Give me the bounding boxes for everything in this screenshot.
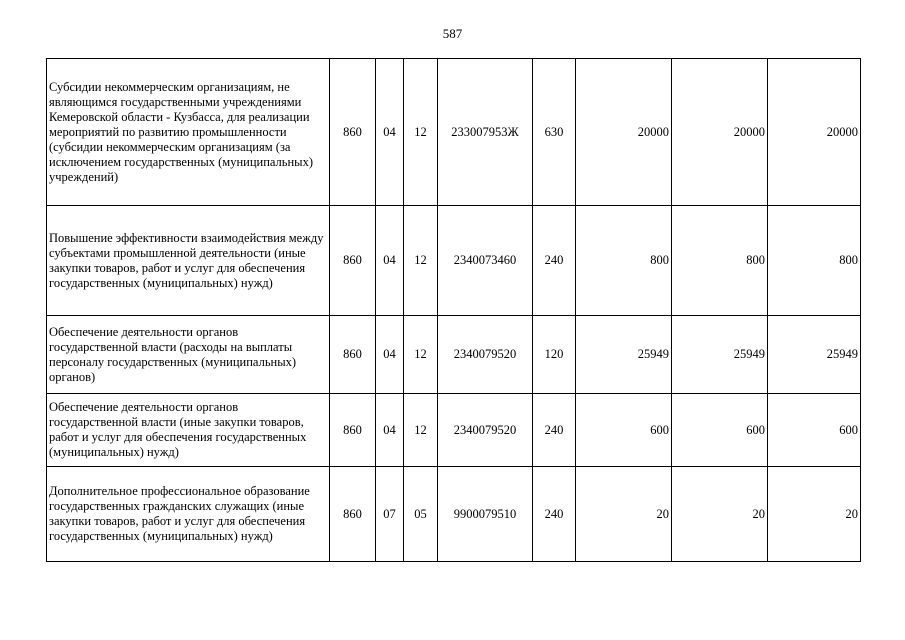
table-row xyxy=(47,206,861,316)
amount-year-2: 600 xyxy=(672,394,768,467)
table-row xyxy=(47,316,861,394)
expense-type-code: 240 xyxy=(533,206,576,316)
amount-year-1: 800 xyxy=(576,206,672,316)
amount-year-3: 20000 xyxy=(768,59,861,206)
amount-year-2: 800 xyxy=(672,206,768,316)
section-code: 04 xyxy=(376,59,404,206)
expense-type-code: 630 xyxy=(533,59,576,206)
section-code: 04 xyxy=(376,316,404,394)
row-description: Обеспечение деятельности органов государственной власти (иные закупки товаров, работ и услуг для обеспечения государственных (муниципальных) нужд) xyxy=(47,394,330,467)
subsection-code: 12 xyxy=(404,394,438,467)
target-article-code: 9900079510 xyxy=(438,467,533,562)
amount-year-2: 20 xyxy=(672,467,768,562)
row-description: Дополнительное профессиональное образование государственных гражданских служащих (иные закупки товаров, работ и услуг для обеспечения государственных (муниципальных) нужд) xyxy=(47,467,330,562)
row-description: Повышение эффективности взаимодействия между субъектами промышленной деятельности (иные закупки товаров, работ и услуг для обеспечения государственных (муниципальных) нужд) xyxy=(47,206,330,316)
amount-year-1: 20000 xyxy=(576,59,672,206)
ministry-code: 860 xyxy=(330,59,376,206)
ministry-code: 860 xyxy=(330,206,376,316)
amount-year-3: 600 xyxy=(768,394,861,467)
subsection-code: 05 xyxy=(404,467,438,562)
section-code: 04 xyxy=(376,206,404,316)
row-description: Обеспечение деятельности органов государственной власти (расходы на выплаты персоналу государственных (муниципальных) органов) xyxy=(47,316,330,394)
amount-year-2: 20000 xyxy=(672,59,768,206)
budget-table xyxy=(46,58,861,562)
amount-year-2: 25949 xyxy=(672,316,768,394)
table-row xyxy=(47,467,861,562)
subsection-code: 12 xyxy=(404,59,438,206)
expense-type-code: 240 xyxy=(533,467,576,562)
subsection-code: 12 xyxy=(404,206,438,316)
section-code: 07 xyxy=(376,467,404,562)
amount-year-1: 25949 xyxy=(576,316,672,394)
ministry-code: 860 xyxy=(330,316,376,394)
section-code: 04 xyxy=(376,394,404,467)
table-row xyxy=(47,394,861,467)
expense-type-code: 120 xyxy=(533,316,576,394)
row-description: Субсидии некоммерческим организациям, не являющимся государственными учреждениями Кемеровской области - Кузбасса, для реализации мероприятий по развитию промышленности (субсидии некоммерческим организациям (за исключением государственных (муниципальных) учреждений) xyxy=(47,59,330,206)
target-article-code: 2340079520 xyxy=(438,316,533,394)
target-article-code: 2340079520 xyxy=(438,394,533,467)
ministry-code: 860 xyxy=(330,394,376,467)
amount-year-3: 25949 xyxy=(768,316,861,394)
amount-year-3: 20 xyxy=(768,467,861,562)
amount-year-3: 800 xyxy=(768,206,861,316)
amount-year-1: 20 xyxy=(576,467,672,562)
amount-year-1: 600 xyxy=(576,394,672,467)
expense-type-code: 240 xyxy=(533,394,576,467)
target-article-code: 2340073460 xyxy=(438,206,533,316)
ministry-code: 860 xyxy=(330,467,376,562)
target-article-code: 233007953Ж xyxy=(438,59,533,206)
subsection-code: 12 xyxy=(404,316,438,394)
table-row xyxy=(47,59,861,206)
page-number: 587 xyxy=(442,26,463,41)
